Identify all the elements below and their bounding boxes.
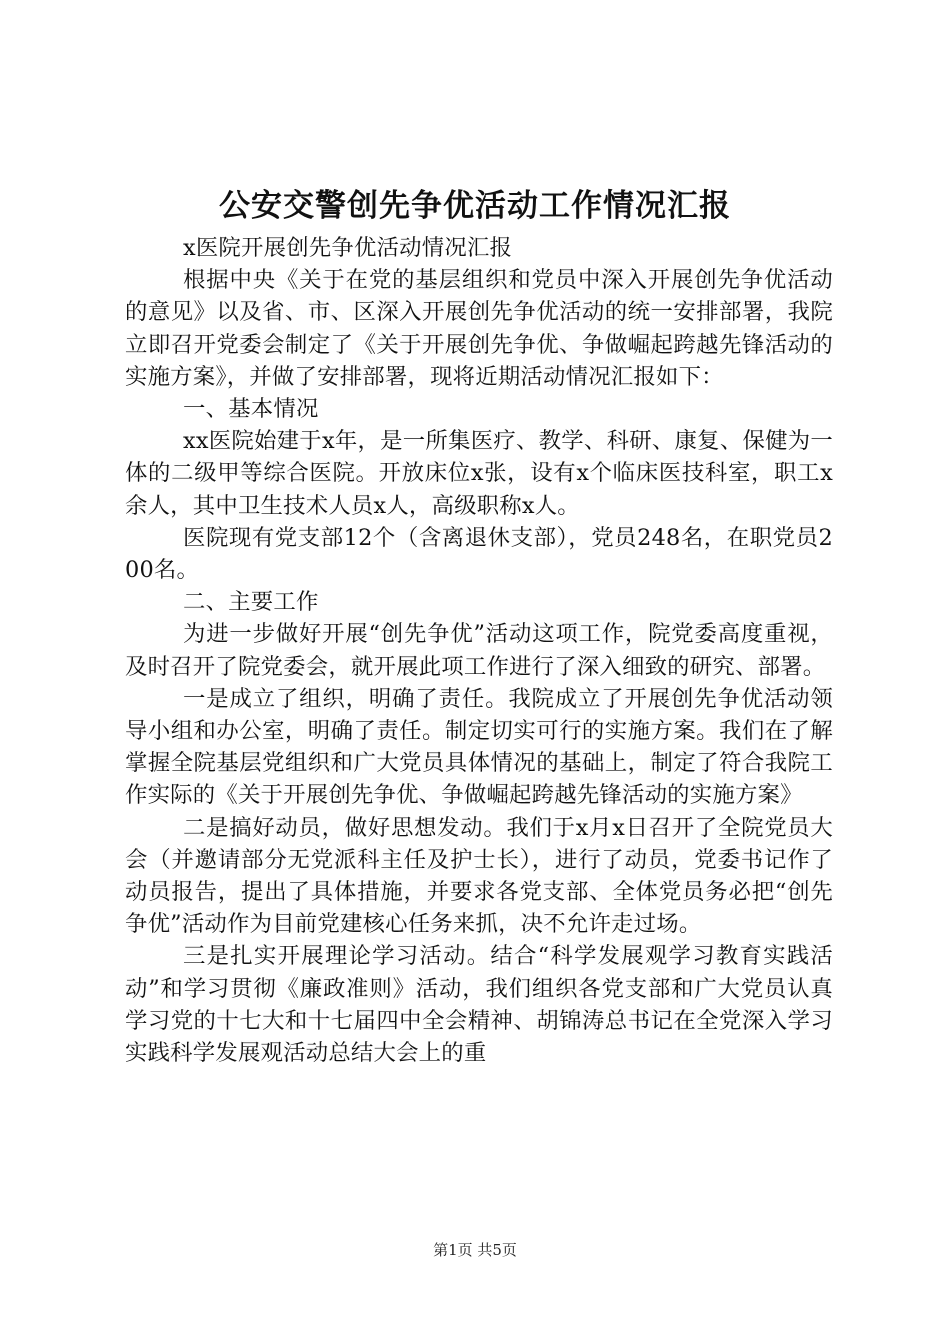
paragraph-main-work-intro: 为进一步做好开展“创先争优”活动这项工作，院党委高度重视，及时召开了院党委会，就开展此项工作进行了深入细致的研究、部署。 xyxy=(125,621,833,680)
paragraph-party-branches: 医院现有党支部12个（含离退休支部），党员248名，在职党员200名。 xyxy=(125,524,833,584)
paragraph-hospital-overview: xx医院始建于x年，是一所集医疗、教学、科研、康复、保健为一体的二级甲等综合医院。开放床位x张，设有x个临床医技科室，职工x余人，其中卫生技术人员x人，高级职称x人。 xyxy=(125,428,833,519)
document-title: 公安交警创先争优活动工作情况汇报 xyxy=(219,188,731,224)
paragraph-intro: 根据中央《关于在党的基层组织和党员中深入开展创先争优活动的意见》以及省、市、区深入开展创先争优活动的统一安排部署，我院立即召开党委会制定了《关于开展创先争优、争做崛起跨越先锋活动的实施方案》，并做了安排部署，现将近期活动情况汇报如下： xyxy=(125,267,833,390)
section-heading-main-work: 二、主要工作 xyxy=(183,589,319,616)
paragraph-subtitle: x医院开展创先争优活动情况汇报 xyxy=(183,235,513,261)
page-number-footer: 第1页 共5页 xyxy=(433,1241,517,1259)
paragraph-mobilization: 二是搞好动员，做好思想发动。我们于x月x日召开了全院党员大会（并邀请部分无党派科主任及护士长），进行了动员，党委书记作了动员报告，提出了具体措施，并要求各党支部、全体党员务必把“创先争优”活动作为目前党建核心任务来抓，决不允许走过场。 xyxy=(125,814,833,938)
document-body xyxy=(125,232,833,1069)
paragraph-organization: 一是成立了组织，明确了责任。我院成立了开展创先争优活动领导小组和办公室，明确了责任。制定切实可行的实施方案。我们在了解掌握全院基层党组织和广大党员具体情况的基础上，制定了符合我院工作实际的《关于开展创先争优、争做崛起跨越先锋活动的实施方案》 xyxy=(125,685,833,809)
section-heading-basic-situation: 一、基本情况 xyxy=(183,396,319,423)
paragraph-theory-study: 三是扎实开展理论学习活动。结合“科学发展观学习教育实践活动”和学习贯彻《廉政准则》活动，我们组织各党支部和广大党员认真学习党的十七大和十七届四中全会精神、胡锦涛总书记在全党深入学习实践科学发展观活动总结大会上的重 xyxy=(125,943,833,1067)
